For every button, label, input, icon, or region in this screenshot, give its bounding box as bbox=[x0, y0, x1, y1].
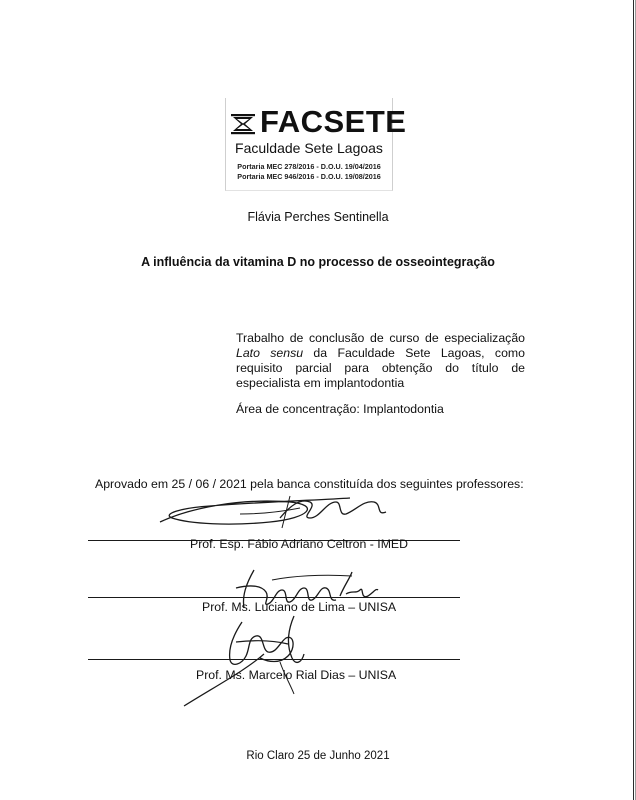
scan-edge bbox=[633, 0, 634, 800]
signature-1 bbox=[150, 488, 400, 536]
logo-portaria-2: Portaria MEC 946/2016 - D.O.U. 19/08/2016 bbox=[237, 172, 381, 181]
examiner-2-name: Prof. Ms. Luciano de Lima – UNISA bbox=[202, 600, 397, 614]
examiner-1-name: Prof. Esp. Fábio Adriano Celtron - IMED bbox=[190, 537, 409, 551]
purpose-text-1: Trabalho de conclusão de curso de especialização bbox=[236, 331, 525, 345]
facsete-mark-icon bbox=[230, 112, 258, 136]
place-and-date: Rio Claro 25 de Junho 2021 bbox=[246, 750, 390, 762]
signature-line-3 bbox=[88, 659, 460, 660]
examiner-3-name: Prof. Ms. Marcelo Rial Dias – UNISA bbox=[196, 668, 397, 682]
facsete-logo bbox=[225, 98, 407, 191]
author-name: Flávia Perches Sentinella bbox=[247, 210, 389, 224]
signature-3 bbox=[176, 614, 318, 710]
concentration-area: Área de concentração: Implantodontia bbox=[236, 402, 444, 416]
thesis-purpose bbox=[236, 331, 525, 391]
thesis-title: A influência da vitamina D no processo de osseointegração bbox=[141, 255, 495, 269]
logo-name: FACSETE bbox=[260, 104, 407, 139]
purpose-italic: Lato sensu bbox=[236, 346, 304, 360]
approval-statement: Aprovado em 25 / 06 / 2021 pela banca constituída dos seguintes professores: bbox=[95, 477, 524, 491]
purpose-text-2: da Faculdade Sete Lagoas, como requisito parcial para obtenção do título de especialista em implantodontia bbox=[236, 346, 526, 390]
logo-subtitle: Faculdade Sete Lagoas bbox=[235, 140, 383, 156]
logo-portaria-1: Portaria MEC 278/2016 - D.O.U. 19/04/2016 bbox=[237, 162, 381, 171]
signature-line-2 bbox=[88, 597, 460, 598]
